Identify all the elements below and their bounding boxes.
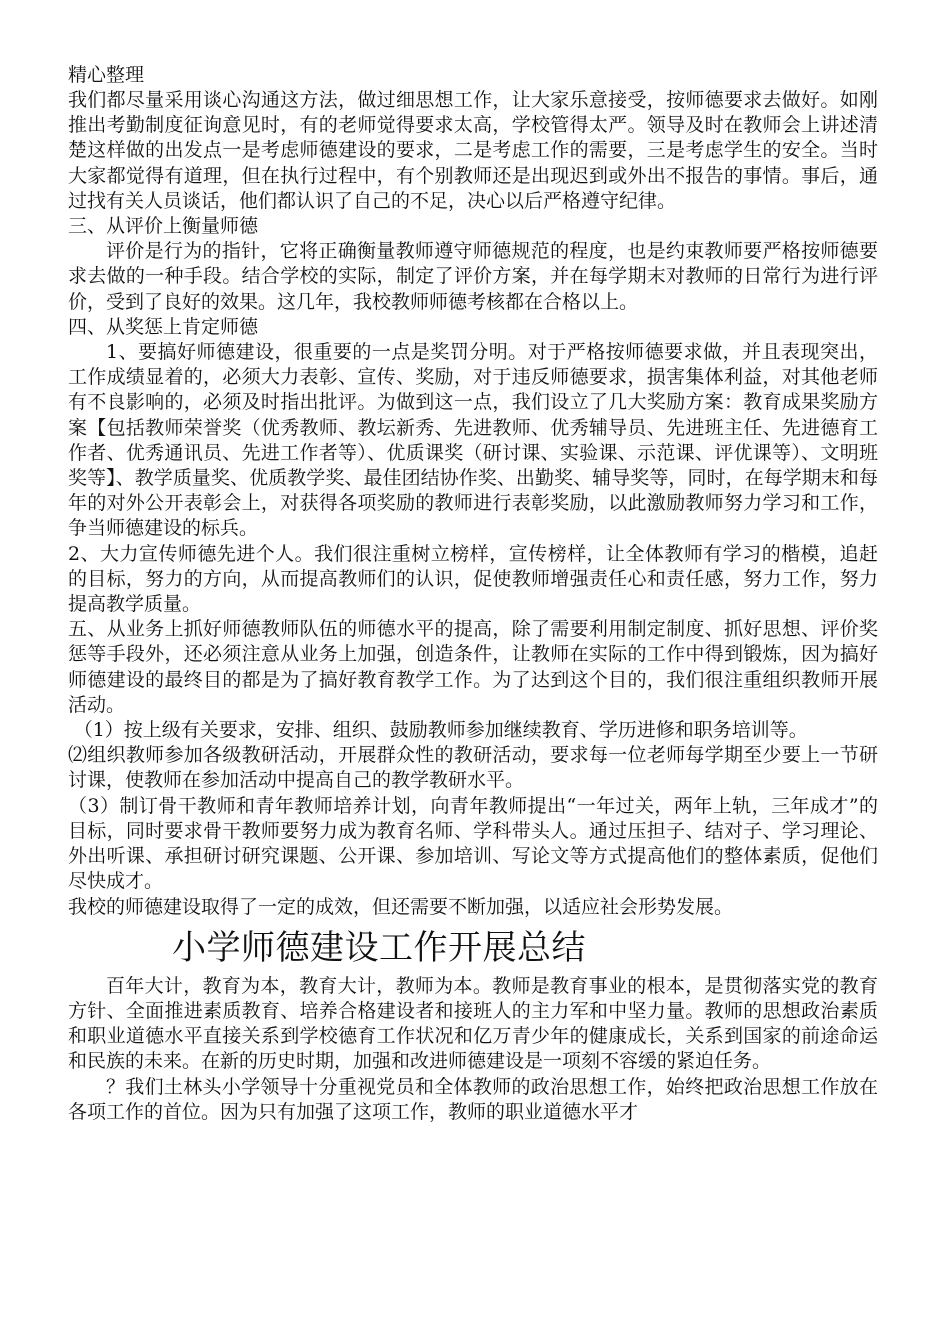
paragraph-leadership: ？我们土林头小学领导十分重视党员和全体教师的政治思想工作，始终把政治思想工作放在各项工作的首位。因为只有加强了这项工作，教师的职业道德水平才 — [68, 1075, 878, 1123]
section-heading-rewards: 四、从奖惩上肯定师德 — [68, 315, 259, 338]
paragraph-evaluation: 评价是行为的指针，它将正确衡量教师遵守师德规范的程度，也是约束教师要严格按师德要求去做的一种手段。结合学校的实际，制定了评价方案，并在每学期末对教师的日常行为进行评价，受到了良好的效果。这几年，我校教师师德考核都在合格以上。 — [68, 240, 878, 313]
paragraph-professional: 五、从业务上抓好师德教师队伍的师德水平的提高，除了需要利用制定制度、抓好思想、评价奖惩等手段外，还必须注意从业务上加强，创造条件，让教师在实际的工作中得到锻炼，因为搞好师德建设的最终目的都是为了搞好教育教学工作。为了达到这个目的，我们很注重组织教师开展活动。 — [68, 618, 878, 716]
paragraph-promote-models: 2、大力宣传师德先进个人。我们很注重树立榜样，宣传榜样，让全体教师有学习的楷模，追赶的目标，努力的方向，从而提高教师们的认识，促使教师增强责任心和责任感，努力工作，努力提高教学质量。 — [68, 542, 878, 616]
paragraph-intro: 百年大计，教育为本，教育大计，教师为本。教师是教育事业的根本，是贯彻落实党的教育方针、全面推进素质教育、培养合格建设者和接班人的主力军和中坚力量。教师的思想政治素质和职业道德水平直接关系到学校德育工作状况和亿万青少年的健康成长，关系到国家的前途命运和民族的未来。在新的历史时期，加强和改进师德建设是一项刻不容缓的紧迫任务。 — [68, 974, 878, 1073]
document-page — [68, 64, 878, 1125]
section-heading-evaluation: 三、从评价上衡量师德 — [68, 215, 259, 238]
paragraph-rewards: 1、要搞好师德建设，很重要的一点是奖罚分明。对于严格按师德要求做，并且表现突出，工作成绩显着的，必须大力表彰、宣传、奖励，对于违反师德要求，损害集体利益，对其他老师有不良影响的，必须及时指出批评。为做到这一点，我们设立了几大奖励方案：教育成果奖励方案【包括教师荣誉奖（优秀教师、教坛新秀、先进教师、优秀辅导员、先进班主任、先进德育工作者、优秀通讯员、先进工作者等）、优质课奖（研讨课、实验课、示范课、评优课等）、文明班奖等】、教学质量奖、优质教学奖、最佳团结协作奖、出勤奖、辅导奖等，同时，在每学期末和每年的对外公开表彰会上，对获得各项奖励的教师进行表彰奖励，以此激励教师努力学习和工作，争当师德建设的标兵。 — [68, 341, 878, 540]
header-note: 精心整理 — [68, 64, 145, 86]
document-title: 小学师德建设工作开展总结 — [172, 927, 586, 968]
list-item-2: ⑵组织教师参加各级教研活动，开展群众性的教研活动，要求每一位老师每学期至少要上一节研讨课，使教师在参加活动中提高自己的教学教研水平。 — [68, 744, 878, 792]
list-item-3: （3）制订骨干教师和青年教师培养计划，向青年教师提出“一年过关，两年上轨，三年成才”的目标，同时要求骨干教师要努力成为教育名师、学科带头人。通过压担子、结对子、学习理论、外出听课、承担研讨研究课题、公开课、参加培训、写论文等方式提高他们的整体素质，促他们尽快成才。 — [68, 794, 878, 893]
list-item-1: （1）按上级有关要求，安排、组织、鼓励教师参加继续教育、学历进修和职务培训等。 — [73, 719, 808, 742]
paragraph-talk-communication: 我们都尽量采用谈心沟通这方法，做过细思想工作，让大家乐意接受，按师德要求去做好。如刚推出考勤制度征询意见时，有的老师觉得要求太高，学校管得太严。领导及时在教师会上讲述清楚这样做的出发点一是考虑师德建设的要求，二是考虑工作的需要，三是考虑学生的安全。当时大家都觉得有道理，但在执行过程中，有个别教师还是出现迟到或外出不报告的事情。事后，通过找有关人员谈话，他们都认识了自己的不足，决心以后严格遵守纪律。 — [68, 89, 878, 212]
paragraph-conclusion: 我校的师德建设取得了一定的成效，但还需要不断加强，以适应社会形势发展。 — [68, 895, 734, 918]
